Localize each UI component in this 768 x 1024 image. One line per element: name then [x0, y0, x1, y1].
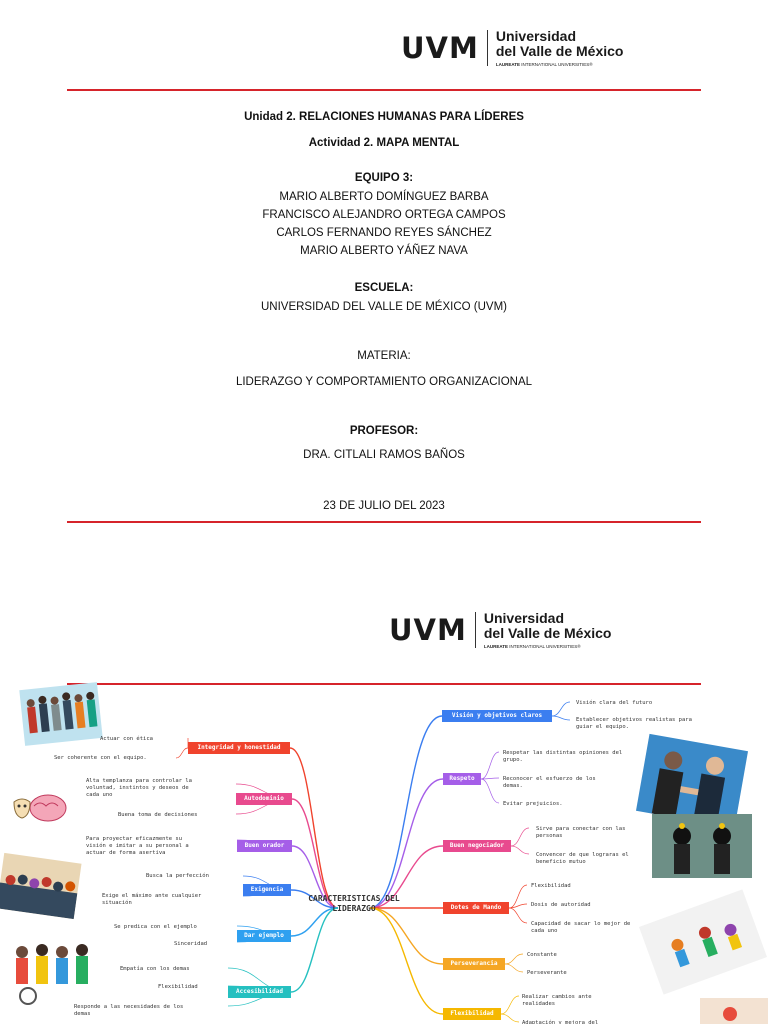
leaf-text: Dosis de autoridad — [531, 902, 591, 908]
team-member: MARIO ALBERTO DOMÍNGUEZ BARBA — [279, 191, 489, 203]
branch-accesibilidad: Accesibilidad — [228, 986, 291, 998]
team-photo-illustration — [19, 682, 102, 746]
branch-vision: Visión y objetivos claros — [442, 710, 552, 722]
connector-line — [552, 716, 570, 720]
leaf-text: Busca la perfección — [146, 873, 209, 879]
branch-perseverancia: Perseverancia — [443, 958, 505, 970]
connector-line — [511, 828, 529, 846]
people-icon — [19, 682, 102, 746]
negotiation-illustration — [652, 814, 752, 878]
logo-tagline — [484, 644, 612, 649]
connector-line — [505, 954, 523, 964]
activity-title: Actividad 2. MAPA MENTAL — [308, 137, 460, 149]
branch-dotes-de-mando: Dotes de Mando — [443, 902, 509, 914]
leaf-text: Evitar prejuicios. — [503, 801, 563, 807]
leaf-text: Respetar las distintas opiniones del grupo. — [503, 750, 623, 763]
branch-integridad: Integridad y honestidad — [188, 742, 290, 754]
people-group-icon — [6, 938, 100, 1008]
unit-title: Unidad 2. RELACIONES HUMANAS PARA LÍDERES — [244, 111, 524, 123]
connector-line — [509, 885, 527, 908]
subject-name: LIDERAZGO Y COMPORTAMIENTO ORGANIZACIONAL — [235, 376, 533, 388]
logo-tag-rest: INTERNATIONAL UNIVERSITIES® — [520, 61, 593, 67]
brain-masks-illustration — [8, 786, 74, 832]
leaf-text: Adaptación y mejora del — [522, 1020, 599, 1024]
logo-line-2: del Valle de México — [495, 43, 624, 59]
connector-line — [292, 799, 338, 908]
leader-illustration — [700, 998, 768, 1024]
leaf-text: Visión clara del futuro — [576, 700, 653, 706]
logo-tag-bold: LAUREATE — [495, 61, 521, 67]
branch-buen-negociador: Buen negociador — [443, 840, 511, 852]
leaf-text: Convencer de que lograras el beneficio mutuo — [536, 852, 629, 865]
leaf-text: Se predica con el ejemplo — [114, 924, 197, 930]
connector-line — [511, 846, 529, 854]
leaf-text: Ser coherente con el equipo. — [54, 755, 147, 761]
logo-wordmark — [484, 611, 612, 648]
leaf-text: Establecer objetivos realistas para guiar el equipo. — [576, 717, 692, 730]
logo-line-1: Universidad — [483, 610, 564, 627]
leaf-text: Realizar cambios ante realidades — [522, 994, 592, 1007]
connector-line — [370, 779, 443, 908]
leaf-text: Alta templanza para controlar la voluntad, instintos y deseos de cada uno — [86, 778, 192, 798]
leaf-text: Flexibilidad — [531, 883, 571, 889]
uvm-logo — [401, 28, 623, 68]
mind-map-center: CARACTERISTICAS DEL LIDERAZGO — [308, 894, 400, 913]
crowd-photo-illustration — [0, 853, 82, 919]
team-member: FRANCISCO ALEJANDRO ORTEGA CAMPOS — [262, 209, 506, 221]
leaf-text: Para proyectar eficazmente su visión e imitar a su personal a actuar de forma asertiva — [86, 836, 189, 856]
top-divider — [67, 89, 701, 91]
team-member: MARIO ALBERTO YÁÑEZ NAVA — [300, 245, 468, 257]
connector-line — [176, 748, 188, 758]
logo-wordmark — [496, 29, 624, 66]
subject-label: MATERIA: — [357, 350, 411, 362]
leaf-text: Flexibilidad — [158, 984, 198, 990]
leaf-text: Reconocer el esfuerzo de los demas. — [503, 776, 596, 789]
logo-tagline — [496, 62, 624, 67]
uvm-logo-page-2 — [389, 610, 611, 650]
bottom-divider — [67, 521, 701, 523]
leaf-text: Actuar con ética — [100, 736, 153, 742]
document-date: 23 DE JULIO DEL 2023 — [323, 500, 445, 512]
logo-tag-bold: LAUREATE — [483, 643, 509, 649]
logo-mark: UVM — [389, 612, 467, 647]
mind-map — [0, 680, 768, 1024]
branch-dar-ejemplo: Dar ejemplo — [237, 930, 291, 942]
connector-line — [290, 748, 338, 908]
branch-respeto: Respeto — [443, 773, 481, 785]
connector-line — [501, 996, 519, 1014]
connector-line — [505, 964, 523, 972]
school-name: UNIVERSIDAD DEL VALLE DE MÉXICO (UVM) — [260, 301, 508, 313]
branch-buen-orador: Buen orador — [237, 840, 292, 852]
leaf-text: Perseverante — [527, 970, 567, 976]
connector-line — [370, 908, 443, 1014]
logo-tag-rest: INTERNATIONAL UNIVERSITIES® — [508, 643, 581, 649]
connector-line — [370, 908, 443, 964]
brain-icon — [8, 786, 74, 832]
logo-divider — [475, 612, 476, 648]
branch-exigencia: Exigencia — [243, 884, 291, 896]
leaf-text: Constante — [527, 952, 557, 958]
team-label: EQUIPO 3: — [354, 172, 414, 184]
leaf-text: Buena toma de decisiones — [118, 812, 198, 818]
school-label: ESCUELA: — [354, 282, 414, 294]
leaf-text: Responde a las necesidades de los demas — [74, 1004, 184, 1017]
leader-icon — [700, 998, 768, 1024]
crowd-icon — [0, 853, 82, 919]
connector-line — [291, 908, 338, 992]
logo-mark: UVM — [401, 30, 479, 65]
diverse-people-illustration — [6, 938, 100, 1008]
connector-line — [552, 702, 570, 716]
branch-flexibilidad: Flexibilidad — [443, 1008, 501, 1020]
negotiators-icon — [652, 814, 752, 878]
team-member: CARLOS FERNANDO REYES SÁNCHEZ — [276, 227, 492, 239]
logo-line-2: del Valle de México — [483, 625, 612, 641]
branch-autodominio: Autodominio — [236, 793, 292, 805]
leaf-text: Sirve para conectar con las personas — [536, 826, 626, 839]
logo-divider — [487, 30, 488, 66]
connector-line — [509, 908, 527, 923]
connector-line — [501, 1014, 519, 1022]
professor-label: PROFESOR: — [349, 425, 419, 437]
leaf-text: Empatía con los demas — [120, 966, 190, 972]
professor-name: DRA. CITLALI RAMOS BAÑOS — [303, 449, 465, 461]
connector-line — [481, 779, 499, 803]
leaf-text: Sinceridad — [174, 941, 208, 947]
leaf-text: Exige el máximo ante cualquier situación — [102, 893, 202, 906]
connector-line — [481, 752, 499, 779]
leaf-text: Capacidad de sacar lo mejor de cada uno — [531, 921, 631, 934]
logo-line-1: Universidad — [495, 28, 576, 45]
